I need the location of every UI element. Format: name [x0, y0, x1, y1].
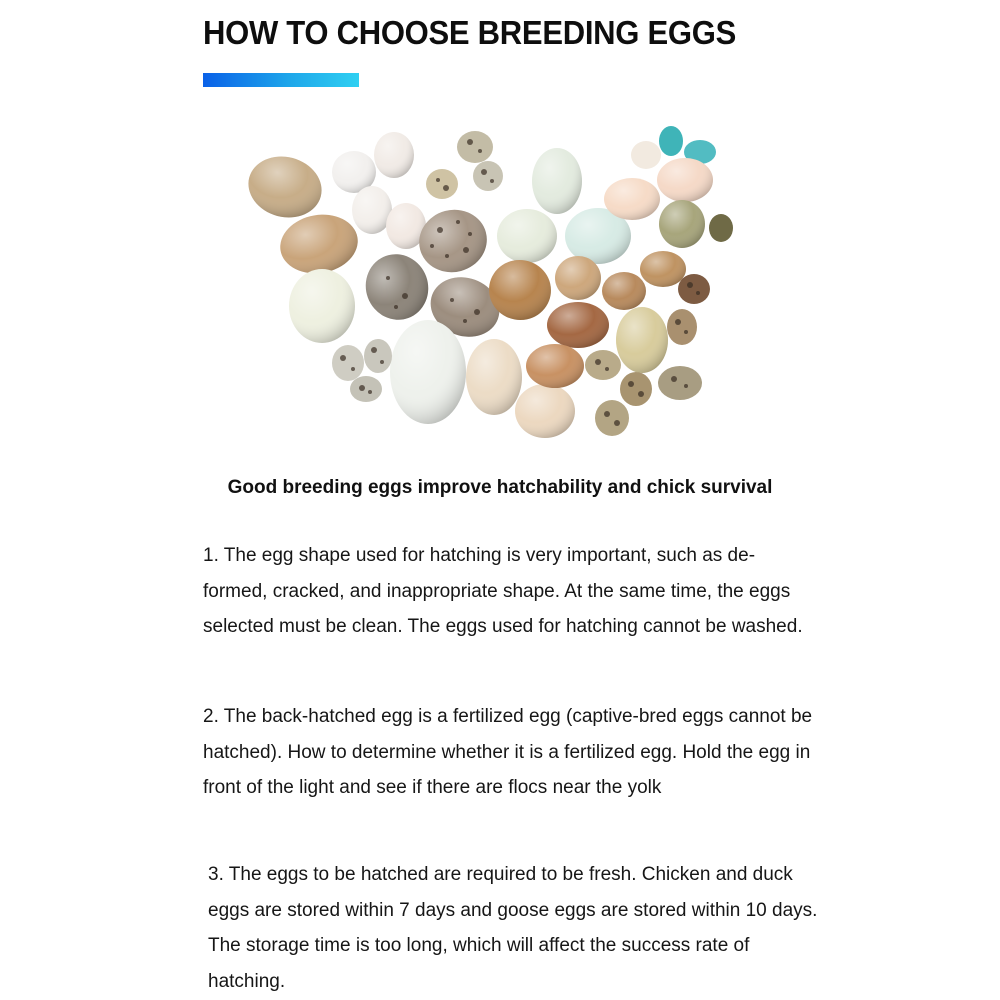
eggs-photo [240, 118, 760, 448]
paragraph-egg-shape: 1. The egg shape used for hatching is very important, such as de-formed, cracked, and inappropriate shape. At the same time, the eggs selected must be clean. The eggs used for hatching cannot be washed. [203, 545, 803, 637]
paragraph-fertilized-egg: 2. The back-hatched egg is a fertilized egg (captive-bred eggs cannot be hatched). How to determine whether it is a fertilized egg. Hold the egg in front of the light and see if there are flocs near the yolk [203, 706, 813, 798]
page-title: HOW TO CHOOSE BREEDING EGGS [203, 14, 736, 51]
egg-group [241, 126, 733, 438]
image-caption: Good breeding eggs improve hatchability and chick survival [227, 477, 773, 498]
paragraph-freshness: 3. The eggs to be hatched are required to be fresh. Chicken and duck eggs are stored within 7 days and goose eggs are stored within 10 days. The storage time is too long, which will affect the success rate of hatching. [208, 864, 818, 992]
title-accent-bar [203, 73, 359, 87]
